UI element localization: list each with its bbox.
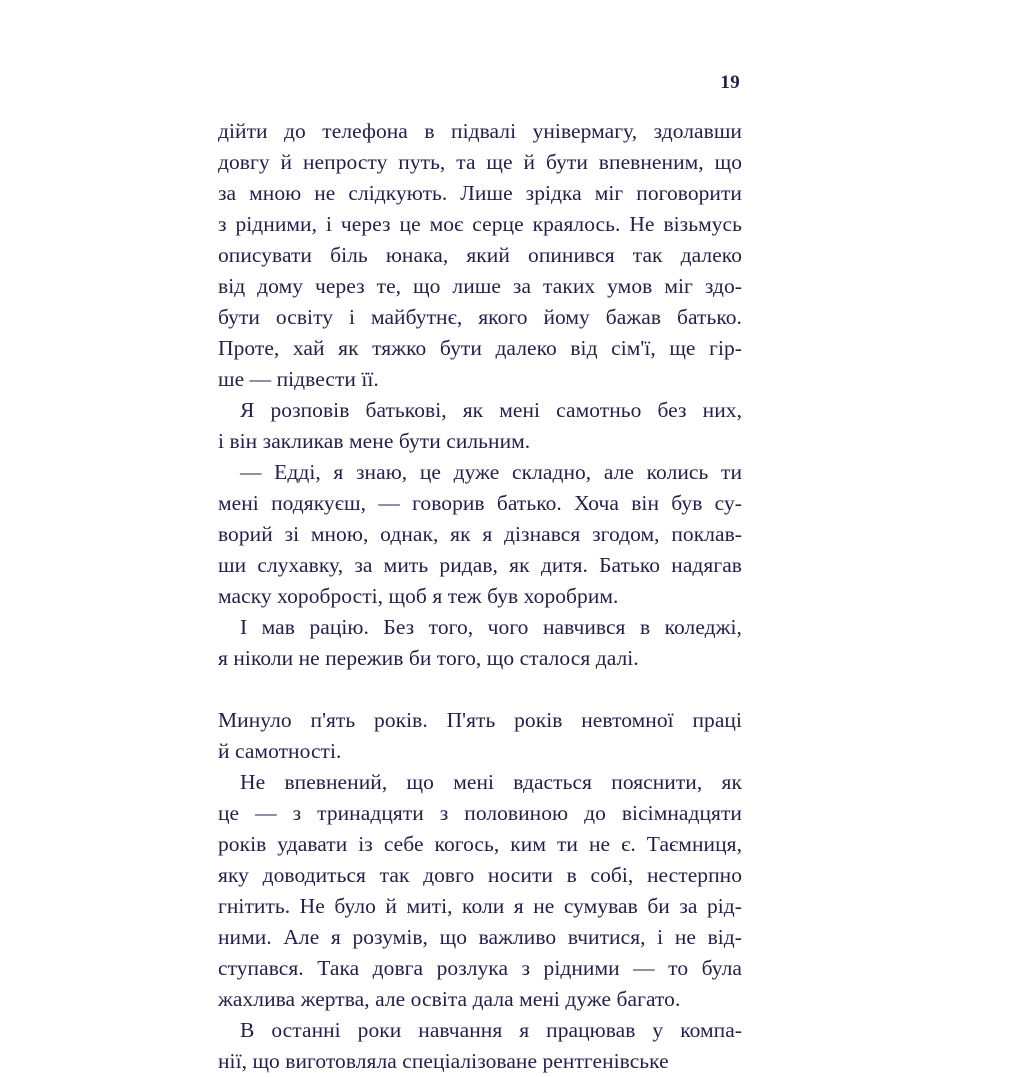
paragraph bbox=[218, 1015, 742, 1077]
text-line: я ніколи не пережив би того, що сталося далі. bbox=[218, 646, 639, 670]
text-line: маску хоробрості, щоб я теж був хоробрим. bbox=[218, 584, 619, 608]
text-line: бути освіту і майбутнє, якого йому бажав батько. bbox=[218, 305, 742, 329]
paragraph-break bbox=[218, 674, 742, 705]
text-line: ступався. Така довга розлука з рідними — то була bbox=[218, 956, 742, 980]
paragraph bbox=[218, 767, 742, 1015]
text-line: Проте, хай як тяжко бути далеко від сім'ї, ще гір- bbox=[218, 336, 742, 360]
text-line: довгу й непросту путь, та ще й бути впевненим, що bbox=[218, 150, 742, 174]
text-line: — Едді, я знаю, це дуже складно, але колись ти bbox=[240, 460, 742, 484]
text-line: ши слухавку, за мить ридав, як дитя. Батько надягав bbox=[218, 553, 742, 577]
text-line: Я розповів батькові, як мені самотньо без них, bbox=[240, 398, 742, 422]
text-line: від дому через те, що лише за таких умов міг здо- bbox=[218, 274, 742, 298]
paragraph bbox=[218, 457, 742, 612]
text-line: жахлива жертва, але освіта дала мені дуже багато. bbox=[218, 987, 681, 1011]
page-text-block bbox=[218, 116, 742, 1077]
text-line: ними. Але я розумів, що важливо вчитися, і не від- bbox=[218, 925, 742, 949]
text-line: дійти до телефона в підвалі універмагу, здолавши bbox=[218, 119, 742, 143]
text-line: І мав рацію. Без того, чого навчився в коледжі, bbox=[240, 615, 742, 639]
text-line: мені подякуєш, — говорив батько. Хоча він був су- bbox=[218, 491, 742, 515]
paragraph bbox=[218, 395, 742, 457]
text-line: і він закликав мене бути сильним. bbox=[218, 429, 531, 453]
text-line: яку доводиться так довго носити в собі, нестерпно bbox=[218, 863, 742, 887]
paragraph bbox=[218, 705, 742, 767]
text-line: років удавати із себе когось, ким ти не є. Таємниця, bbox=[218, 832, 742, 856]
paragraph bbox=[218, 116, 742, 395]
text-line: й самотності. bbox=[218, 739, 342, 763]
text-line: гнітить. Не було й миті, коли я не сумував би за рід- bbox=[218, 894, 742, 918]
paragraph bbox=[218, 612, 742, 674]
text-line: з рідними, і через це моє серце краялось. Не візьмусь bbox=[218, 212, 742, 236]
text-line: В останні роки навчання я працював у компа- bbox=[240, 1018, 742, 1042]
text-line: описувати біль юнака, який опинився так далеко bbox=[218, 243, 742, 267]
text-line: за мною не слідкують. Лише зрідка міг поговорити bbox=[218, 181, 742, 205]
text-line: ворий зі мною, однак, як я дізнався згодом, поклав- bbox=[218, 522, 742, 546]
text-line: Не впевнений, що мені вдасться пояснити, як bbox=[240, 770, 742, 794]
text-line: це — з тринадцяти з половиною до вісімнадцяти bbox=[218, 801, 742, 825]
text-line: Минуло п'ять років. П'ять років невтомної праці bbox=[218, 708, 742, 732]
page-number: 19 bbox=[720, 72, 740, 93]
text-line: нії, що виготовляла спеціалізоване рентгенівське bbox=[218, 1049, 669, 1073]
text-line: ше — підвести її. bbox=[218, 367, 379, 391]
